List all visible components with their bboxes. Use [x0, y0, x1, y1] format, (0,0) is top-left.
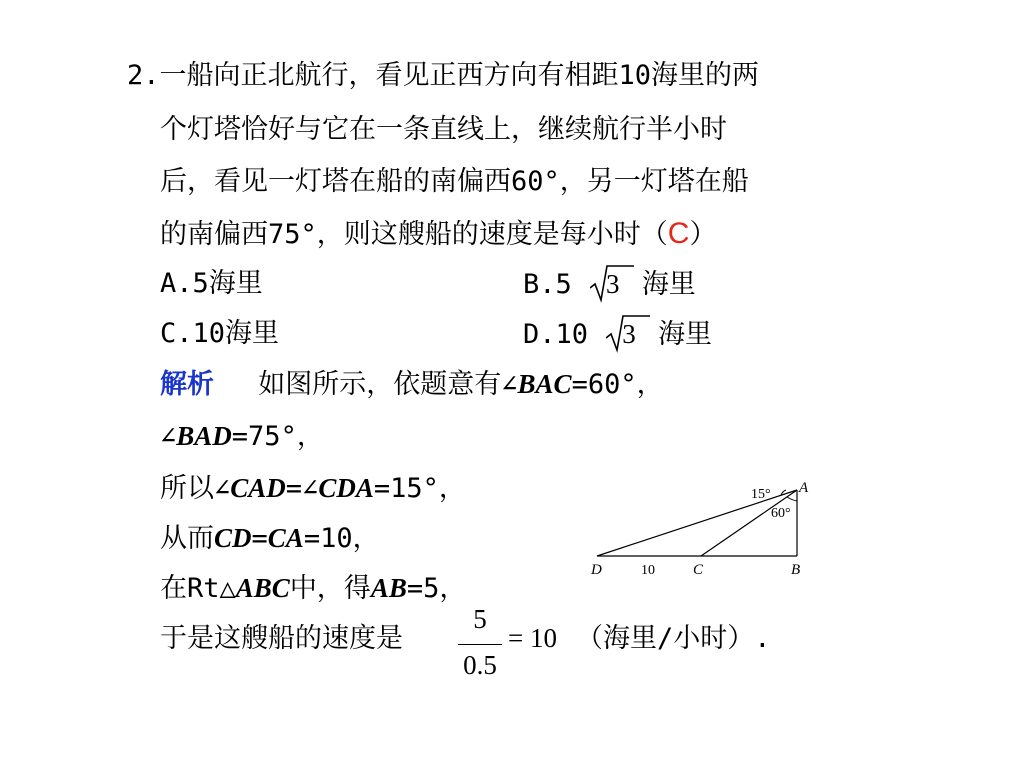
- solution-line-2: [160, 418, 324, 455]
- solution-l4-var1: CD: [214, 523, 252, 553]
- line-ca: [701, 490, 797, 556]
- label-dc-length: 10: [641, 563, 655, 578]
- solution-l4-var2: CA: [267, 523, 304, 553]
- label-angle-60: 60°: [771, 506, 791, 521]
- option-b: [523, 266, 696, 303]
- solution-l3-var2: CDA: [318, 473, 374, 503]
- label-a: A: [799, 480, 809, 496]
- solution-label: 解析: [160, 369, 214, 400]
- fraction-denominator: 0.5: [463, 650, 497, 680]
- radical-sign-icon: [606, 314, 650, 354]
- solution-l4-head: 从而: [160, 523, 214, 554]
- question-line-3: 后，看见一灯塔在船的南偏西60°，另一灯塔在船: [160, 166, 749, 197]
- option-d-radicand: 3: [622, 319, 636, 349]
- option-a: A.5海里: [160, 268, 263, 299]
- solution-l2-tail: =75°，: [231, 421, 324, 452]
- question-line-4-close: ）: [689, 219, 717, 250]
- option-c: C.10海里: [160, 318, 280, 349]
- solution-line-6-tail: （海里/小时）.: [576, 623, 771, 654]
- answer-mark: C: [667, 217, 690, 250]
- solution-l3-head: 所以∠: [160, 473, 231, 504]
- option-d: [523, 316, 712, 353]
- solution-l2-angle: ∠: [160, 421, 177, 452]
- solution-l5-tail: =5，: [406, 573, 467, 604]
- solution-l4-tail: =10，: [303, 523, 380, 554]
- label-angle-15: 15°: [751, 487, 771, 502]
- solution-l3-mid: =∠: [285, 473, 319, 504]
- label-c: C: [693, 562, 704, 578]
- question-line-1: 2.一船向正北航行，看见正西方向有相距10海里的两: [127, 60, 760, 91]
- question-line-2: 个灯塔恰好与它在一条直线上，继续航行半小时: [160, 114, 727, 145]
- solution-l1-tail: =60°，: [571, 369, 664, 400]
- angle-arc-60: [787, 497, 797, 501]
- solution-l2-var: BAD: [176, 421, 232, 451]
- solution-l3-tail: =15°，: [373, 473, 466, 504]
- fraction-result: = 10: [508, 623, 557, 653]
- label-d: D: [591, 562, 602, 578]
- option-b-radicand: 3: [606, 269, 620, 299]
- solution-l5-var1: ABC: [235, 573, 290, 603]
- fraction-bar: [458, 644, 502, 645]
- solution-l4-mid: =: [251, 523, 268, 554]
- option-d-unit: 海里: [658, 319, 713, 350]
- solution-l5-head: 在Rt△: [160, 573, 236, 604]
- solution-line-6-head: 于是这艘船的速度是: [160, 623, 403, 654]
- option-d-prefix: D.10: [523, 319, 589, 350]
- solution-line-3: [160, 470, 466, 507]
- option-b-prefix: B.5: [523, 269, 572, 300]
- solution-l3-var1: CAD: [230, 473, 286, 503]
- solution-l1-text: 如图所示，依题意有∠: [258, 369, 518, 400]
- option-d-sqrt: [622, 316, 636, 352]
- solution-line-5: [160, 570, 466, 607]
- solution-line-4: [160, 520, 380, 557]
- fraction-numerator: 5: [473, 604, 487, 634]
- solution-l5-var2: AB: [370, 573, 407, 603]
- option-b-sqrt: [606, 266, 620, 302]
- solution-l5-mid: 中，得: [289, 573, 371, 604]
- label-b: B: [791, 562, 801, 578]
- solution-l1-var: BAC: [517, 369, 572, 399]
- question-line-4-text: 的南偏西75°，则这艘船的速度是每小时（: [160, 219, 668, 250]
- radical-sign-icon: [590, 264, 634, 304]
- triangle-diagram: [585, 470, 825, 582]
- solution-line-1: [160, 366, 664, 403]
- option-b-unit: 海里: [641, 269, 696, 300]
- question-line-4: [160, 216, 716, 253]
